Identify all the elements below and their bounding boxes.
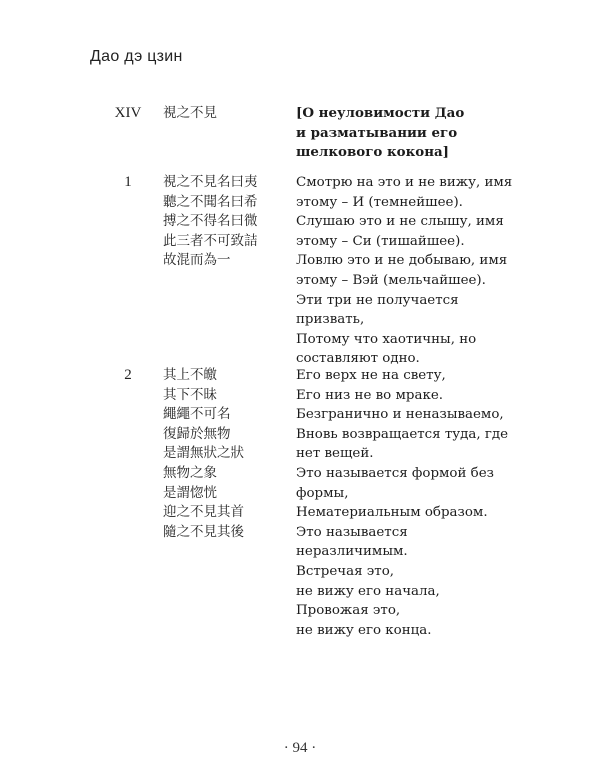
cjk-line: 隨之不見其後: [163, 523, 244, 540]
ru-line: Вновь возвращается туда, где: [296, 426, 509, 442]
cjk-line: 是謂惚恍: [163, 484, 217, 501]
cjk-line: 迎之不見其首: [163, 504, 244, 521]
cjk-line: 是謂無狀之狀: [163, 445, 244, 462]
verse-number: 2: [124, 367, 132, 383]
cjk-line: 無物之象: [163, 464, 217, 481]
cjk-line: 其下不昧: [163, 386, 217, 403]
ru-line: Нематериальным образом.: [296, 505, 488, 521]
cjk-line: 此三者不可致詰: [163, 232, 258, 249]
chapter-title-line: и разматывании его: [296, 124, 458, 141]
cjk-line: 復歸於無物: [163, 425, 231, 442]
ru-line: Безгранично и неназываемо,: [296, 407, 504, 423]
ru-line: не вижу его начала,: [296, 583, 440, 599]
ru-line: Встречая это,: [296, 563, 395, 579]
ru-line: этому – Си (тишайшее).: [296, 233, 465, 249]
cjk-line: 視之不見名曰夷: [163, 174, 258, 190]
chapter-title-cjk-text: 視之不見: [163, 105, 217, 121]
cjk-line: 故混而為一: [163, 252, 231, 269]
cjk-line: 繩繩不可名: [163, 406, 231, 423]
ru-line: не вижу его конца.: [296, 622, 432, 638]
verse-number: 1: [124, 174, 132, 190]
verse-1-cjk: [163, 173, 283, 271]
cjk-line: 搏之不得名曰微: [163, 213, 258, 230]
ru-line: этому – Вэй (мельчайшее).: [296, 272, 486, 288]
ru-line: составляют одно.: [296, 351, 420, 367]
chapter-title-line: [О неуловимости Дао: [296, 105, 465, 121]
verse-1-ru: [296, 173, 526, 369]
chapter-title-line: шелкового кокона]: [296, 144, 450, 161]
verse-2-ru: [296, 366, 526, 640]
ru-line: Это называется формой без: [296, 465, 494, 481]
ru-line: формы,: [296, 485, 349, 501]
ru-line: Эти три не получается: [296, 292, 459, 308]
ru-line: этому – И (темнейшее).: [296, 194, 463, 210]
chapter-title-cjk: [163, 104, 283, 124]
ru-line: Ловлю это и не добываю, имя: [296, 253, 508, 269]
ru-line: призвать,: [296, 312, 365, 328]
running-head: Дао дэ цзин: [90, 48, 183, 65]
ru-line: Это называется: [296, 524, 408, 540]
ru-line: нет вещей.: [296, 446, 374, 462]
ru-line: Его низ не во мраке.: [296, 387, 444, 403]
ru-line: Смотрю на это и не вижу, имя: [296, 175, 513, 190]
page-number: · 94 ·: [283, 740, 317, 756]
ru-line: Слушаю это и не слышу, имя: [296, 214, 504, 230]
ru-line: неразличимым.: [296, 544, 408, 560]
cjk-line: 聽之不聞名曰希: [163, 193, 258, 210]
chapter-number: XIV: [114, 105, 142, 121]
cjk-line: 其上不皦: [163, 367, 217, 383]
ru-line: Потому что хаотичны, но: [296, 331, 477, 347]
verse-2-cjk: [163, 366, 283, 542]
ru-line: Его верх не на свету,: [296, 368, 446, 383]
ru-line: Провожая это,: [296, 603, 401, 619]
chapter-title-ru: [296, 104, 526, 163]
